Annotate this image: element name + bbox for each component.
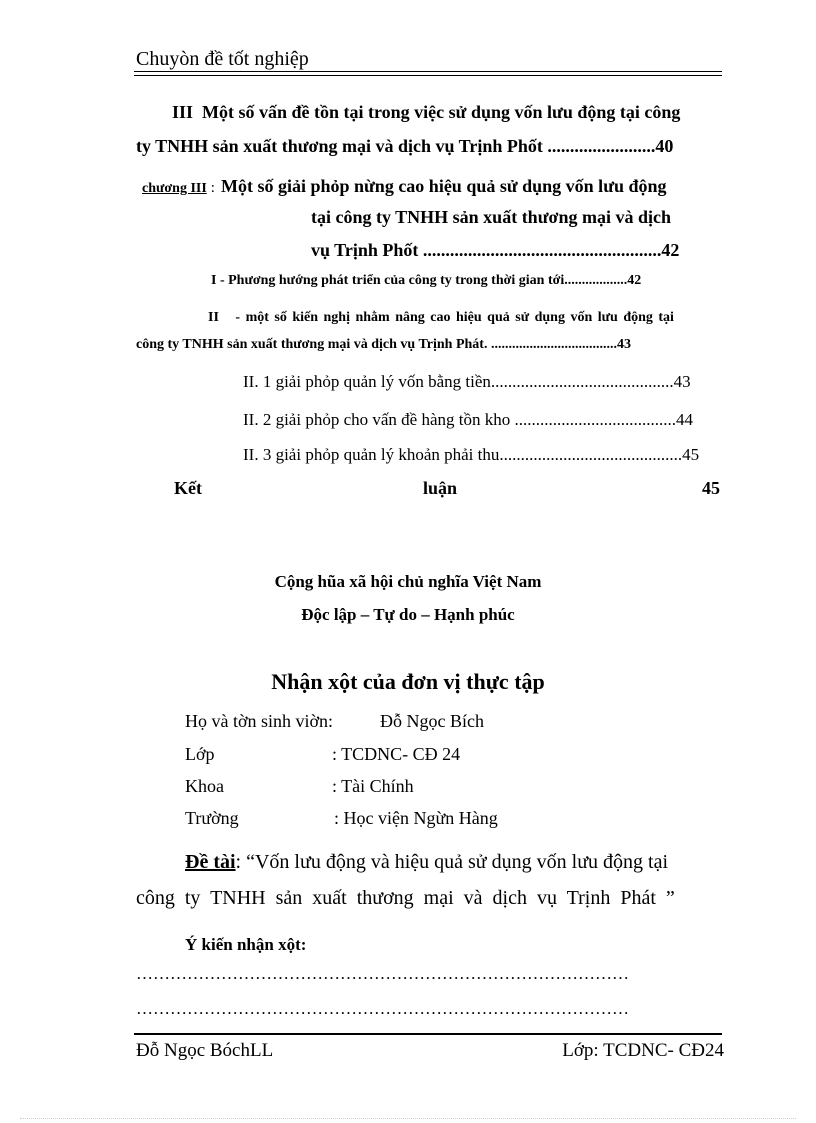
topic-colon: : (235, 851, 242, 873)
chapter-page: 42 (661, 240, 680, 260)
toc-item-iii-prefix: III (172, 102, 194, 122)
footer-author: Đỗ Ngọc BóchLL (136, 1040, 274, 1061)
topic-line1 (185, 851, 668, 874)
toc-item-ii-2-dots: ...................................... (514, 410, 676, 429)
toc-item-iii-line1: Một số vấn đề tồn tại trong việc sử dụng vốn lưu động tại công (202, 102, 681, 122)
footer-rule (134, 1033, 722, 1035)
field-name-label: Họ và tờn sinh viờn: (185, 711, 334, 731)
toc-item-ii-1-text: II. 1 giải phỏp quản lý vốn bằng tiền (243, 372, 491, 391)
conclusion-word2: luận (423, 478, 458, 498)
toc-item-iii-line2: ty TNHH sản xuất thương mại và dịch vụ Trịnh Phốt (136, 136, 543, 156)
chapter-line1: Một số giải phỏp nừng cao hiệu quả sử dụng vốn lưu động (220, 176, 667, 196)
toc-item-iii-page: 40 (655, 136, 674, 156)
field-school-label: Trường (185, 808, 239, 828)
opinion-label: Ý kiến nhận xột: (185, 935, 307, 954)
toc-item-ii-1-dots: ........................................... (490, 372, 674, 391)
toc-item-ii-1-page: 43 (673, 372, 691, 391)
toc-item-ii-3-page: 45 (682, 445, 700, 464)
opinion-dotline-2[interactable]: …………………………………………………………………………… (136, 999, 629, 1018)
toc-item-ii-1[interactable] (243, 372, 691, 392)
toc-item-iii-dots: ........................ (547, 136, 656, 156)
field-school-value: : Học viện Ngừn Hàng (334, 808, 498, 828)
topic-text-2: công ty TNHH sản xuất thương mại và dịch vụ Trịnh Phát ” (136, 887, 675, 909)
toc-item-i-text: I - Phương hướng phát triển của công ty trong thời gian tới (211, 273, 565, 288)
toc-item-ii-2-page: 44 (675, 410, 693, 429)
topic-label: Đề tài (185, 851, 236, 873)
header-rule-top (134, 71, 722, 72)
chapter-dots: ..................................................... (422, 240, 662, 260)
toc-item-ii-3[interactable] (243, 445, 699, 465)
opinion-dotline-1[interactable]: …………………………………………………………………………… (136, 964, 629, 983)
toc-item-ii-prefix: II (208, 310, 219, 325)
footer-class: Lớp: TCDNC- CĐ24 (562, 1040, 724, 1061)
chapter-line2: tại công ty TNHH sản xuất thương mại và dịch (311, 207, 671, 227)
field-faculty-label: Khoa (185, 776, 224, 796)
chapter-line3: vụ Trịnh Phốt (311, 240, 419, 260)
toc-item-i-page: 42 (627, 273, 642, 288)
toc-item-ii-3-text: II. 3 giải phỏp quản lý khoản phải thu (243, 445, 500, 464)
toc-item-ii-2-text: II. 2 giải phỏp cho vấn đề hàng tồn kho (243, 410, 511, 429)
conclusion-word1: Kết (174, 478, 202, 498)
page-edge (20, 1118, 796, 1119)
field-faculty-value: : Tài Chính (332, 776, 414, 796)
topic-text-1: “Vốn lưu động và hiệu quả sử dụng vốn lưu động tại (246, 851, 669, 873)
field-name-value: Đỗ Ngọc Bích (380, 711, 484, 731)
national-title: Cộng hũa xã hội chủ nghĩa Việt Nam (274, 572, 542, 591)
field-class-value: : TCDNC- CĐ 24 (332, 744, 461, 764)
conclusion-page: 45 (702, 478, 720, 498)
running-header: Chuyòn đề tốt nghiệp (136, 48, 309, 70)
toc-item-i[interactable] (211, 273, 641, 289)
toc-item-i-dots: .................. (564, 273, 628, 288)
toc-item-ii-page: 43 (616, 337, 631, 352)
toc-item-ii-dots: .................................... (490, 337, 617, 352)
field-class-label: Lớp (185, 744, 215, 764)
chapter-sep: : (210, 180, 215, 196)
toc-item-ii-line1: - một số kiến nghị nhằm nâng cao hiệu quả sử dụng vốn lưu động tại (235, 310, 674, 325)
header-rule-bottom (134, 75, 722, 76)
chapter-label: chương III (142, 181, 207, 196)
toc-item-ii-3-dots: ........................................... (499, 445, 683, 464)
national-motto: Độc lập – Tự do – Hạnh phúc (301, 605, 515, 624)
review-title: Nhận xột của đơn vị thực tập (271, 669, 545, 694)
toc-item-ii-line2: công ty TNHH sản xuất thương mại và dịch vụ Trịnh Phát. (136, 337, 488, 352)
toc-item-ii-2[interactable] (243, 410, 693, 430)
